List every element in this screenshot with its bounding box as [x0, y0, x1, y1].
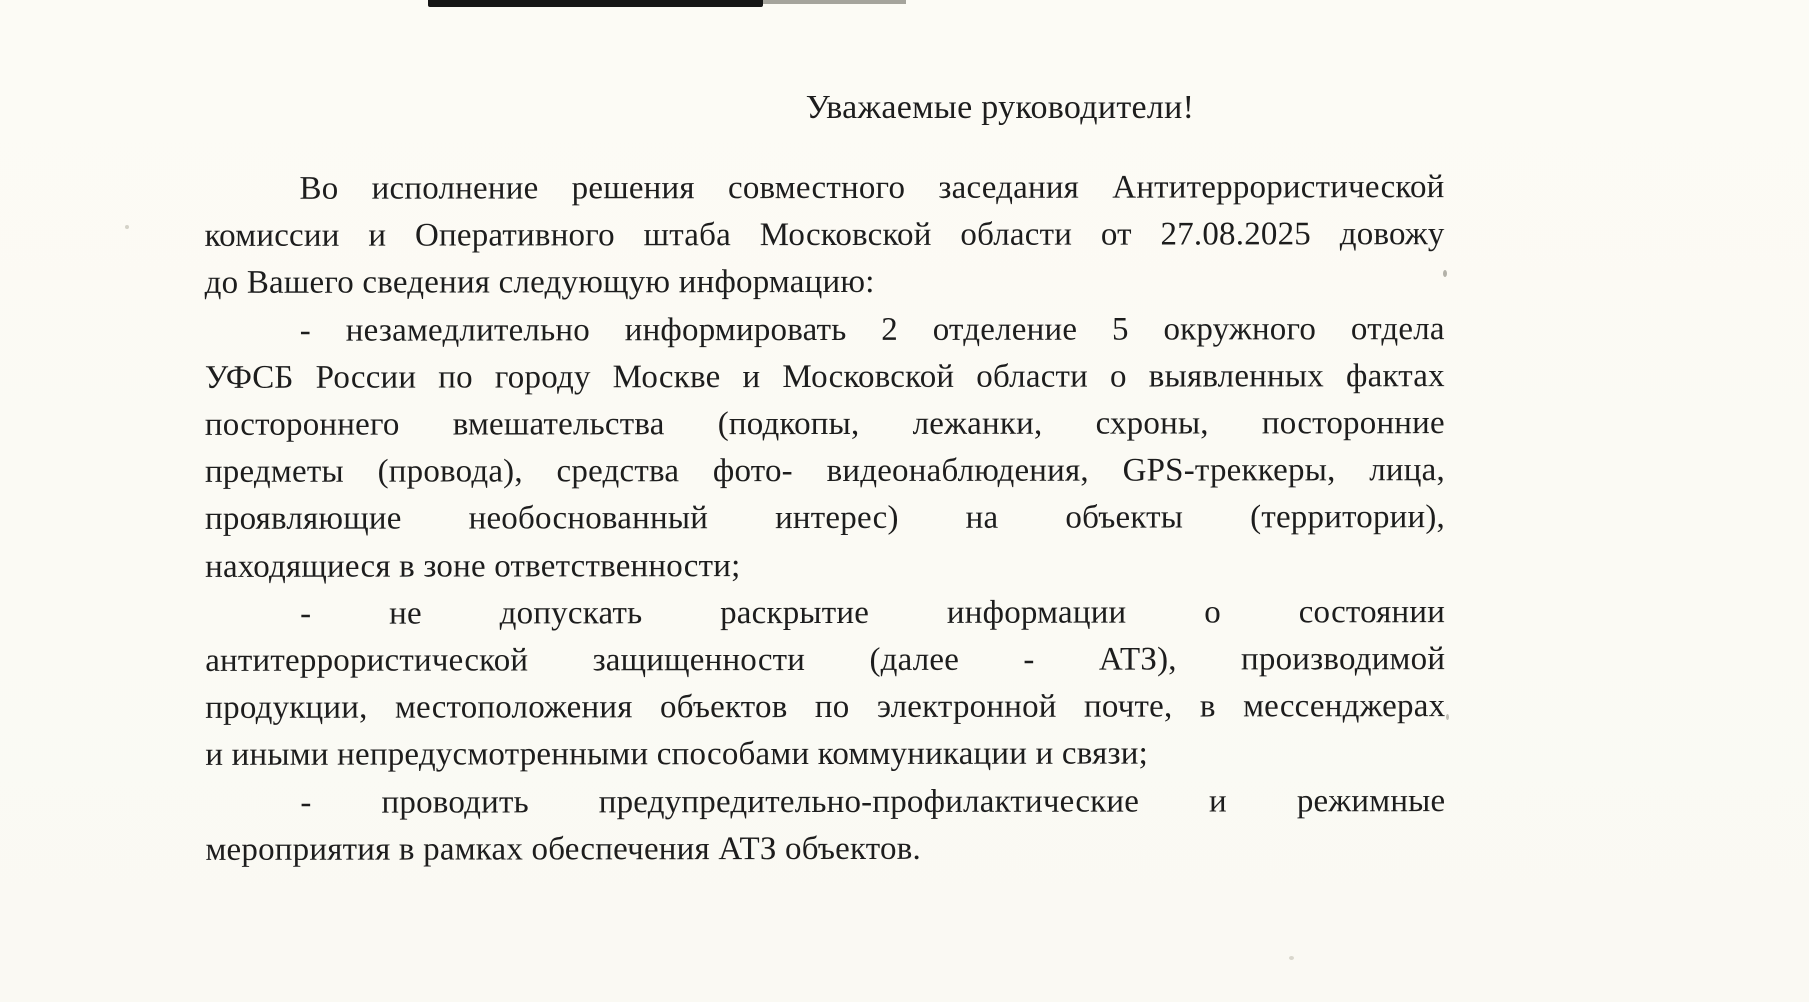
- text-line: продукции, местоположения объектов по электронной почте, в мессенджерах: [205, 688, 1446, 727]
- scan-speck: [125, 225, 129, 229]
- text-line: до Вашего сведения следующую информацию:: [204, 264, 875, 302]
- text-line: Во исполнение решения совместного заседания Антитеррористической: [299, 169, 1445, 207]
- scan-speck: [1446, 714, 1449, 720]
- text-line: - незамедлительно информировать 2 отделение 5 окружного отдела: [299, 310, 1445, 349]
- paragraph: [205, 778, 1445, 874]
- scan-speck: [1289, 956, 1294, 960]
- document-body: [205, 164, 1446, 874]
- text-line: предметы (провода), средства фото- видеонаблюдения, GPS-треккеры, лица,: [204, 452, 1445, 491]
- text-line: - не допускать раскрытие информации о состоянии: [300, 593, 1446, 632]
- text-line: УФСБ России по городу Москве и Московской области о выявленных фактах: [204, 357, 1445, 396]
- text-line: мероприятия в рамках обеспечения АТЗ объектов.: [205, 830, 921, 868]
- text-line: проявляющие необоснованный интерес) на объекты (территории),: [204, 499, 1446, 538]
- text-line: комиссии и Оперативного штаба Московской области от 27.08.2025 довожу: [204, 216, 1445, 255]
- text-line: и иными непредусмотренными способами коммуникации и связи;: [205, 735, 1148, 774]
- text-line: находящиеся в зоне ответственности;: [205, 547, 741, 585]
- text-line: антитеррористической защищенности (далее - АТЗ), производимой: [205, 641, 1446, 679]
- scan-artifact-bar-faint: [763, 0, 906, 4]
- scan-artifact-bar: [428, 0, 763, 7]
- paragraph: [205, 306, 1445, 591]
- paragraph: [205, 589, 1445, 780]
- document-title: Уважаемые руководители!: [805, 89, 1195, 126]
- paragraph: [205, 164, 1445, 307]
- text-line: постороннего вмешательства (подкопы, лежанки, схроны, посторонние: [204, 405, 1445, 443]
- text-line: - проводить предупредительно-профилактические и режимные: [300, 782, 1446, 821]
